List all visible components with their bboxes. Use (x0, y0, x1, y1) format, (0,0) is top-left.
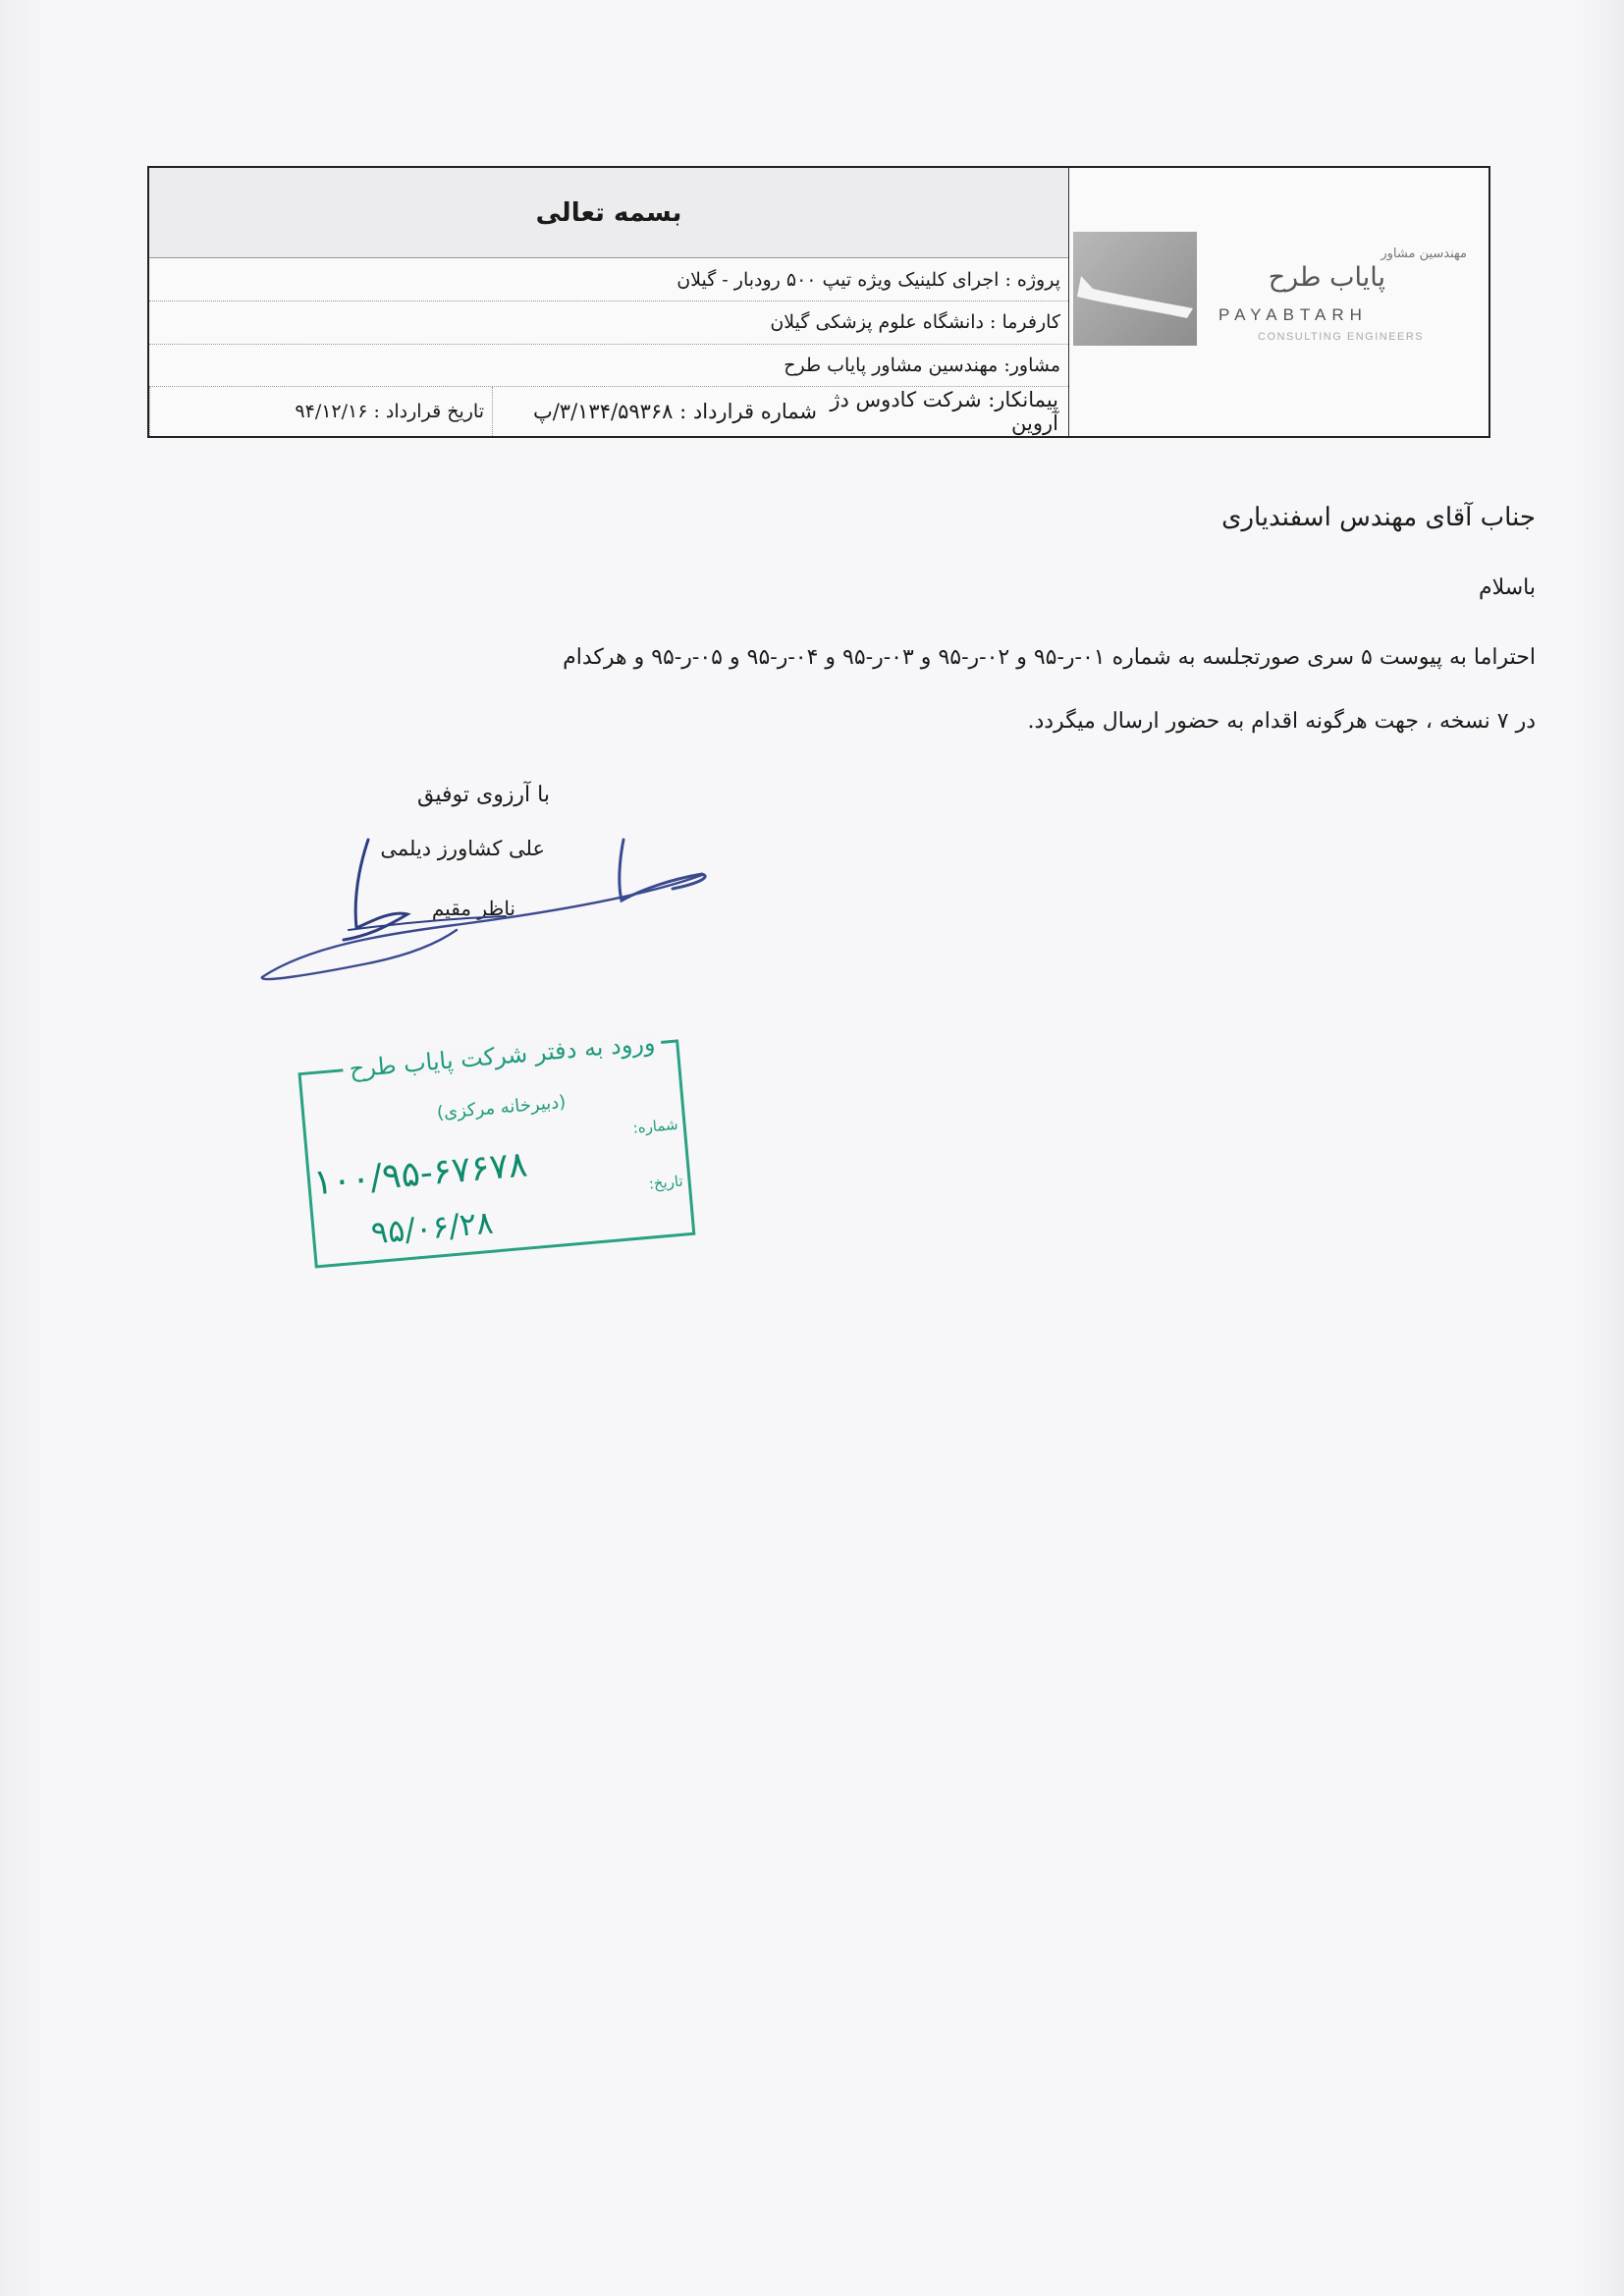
entry-stamp (297, 1024, 696, 1273)
greeting: باسلام (1478, 575, 1536, 600)
employer-row (149, 301, 1068, 345)
letterhead-info (149, 168, 1068, 436)
stamp-date-value: ۹۵/۰۶/۲۸ (369, 1203, 495, 1252)
stamp-date-label: تاریخ: (648, 1172, 684, 1193)
logo-name-en: PAYABTARH (1218, 305, 1368, 324)
signer-role: ناظر مقیم (431, 897, 515, 920)
paragraph-line-2: در ۷ نسخه ، جهت هرگونه اقدام به حضور ارسال میگردد. (1027, 709, 1536, 734)
logo-cell (1068, 168, 1489, 436)
logo-tagline: CONSULTING ENGINEERS (1258, 331, 1425, 343)
employer-text: کارفرما : دانشگاه علوم پزشکی گیلان (770, 311, 1060, 334)
closing-wish: با آرزوی توفیق (416, 783, 550, 807)
project-text: پروژه : اجرای کلینیک ویژه تیپ ۵۰۰ رودبار - گیلان (677, 268, 1060, 291)
stamp-number-label: شماره: (631, 1115, 679, 1137)
contractor-text: پیمانکار: شرکت کادوس دژ آروین (830, 388, 1058, 436)
stamp-number-value: ۱۰۰/۹۵-۶۷۶۷۸ (311, 1144, 529, 1204)
consultant-text: مشاور: مهندسین مشاور پایاب طرح (784, 355, 1060, 377)
signer-name: علی کشاورز دیلمی (380, 837, 545, 860)
logo-mark-icon (1073, 232, 1197, 346)
logo-name-fa: پایاب طرح (1268, 262, 1385, 293)
stamp-subheading: (دبیرخانه مرکزی) (436, 1091, 568, 1124)
consultant-row (149, 345, 1068, 388)
letterhead-title-row (149, 168, 1068, 258)
contract-row (149, 387, 1068, 436)
stamp-heading: ورود به دفتر شرکت پایاب طرح (343, 1028, 663, 1083)
logo-subtitle: مهندسین مشاور (1380, 246, 1467, 261)
paragraph-line-1: احتراما به پیوست ۵ سری صورتجلسه به شماره ۰۱-ر-۹۵ و ۰۲-ر-۹۵ و ۰۳-ر-۹۵ و ۰۴-ر-۹۵ و ۰۵-ر-۹۵ و هرکدام (563, 645, 1536, 670)
contract-number-cell (492, 387, 827, 436)
salutation: جناب آقای مهندس اسفندیاری (1221, 503, 1536, 532)
contractor-cell (827, 387, 1068, 436)
handwritten-signature (250, 820, 722, 997)
contract-number-text: شماره قرارداد : ۳/۱۳۴/۵۹۳۶۸/پ (532, 400, 817, 424)
project-row (149, 258, 1068, 301)
contract-date-text: تاریخ قرارداد : ۹۴/۱۲/۱۶ (295, 401, 484, 423)
letterhead-title: بسمه تعالی (535, 197, 682, 228)
contract-date-cell (149, 387, 492, 436)
letterhead-table (147, 166, 1490, 438)
